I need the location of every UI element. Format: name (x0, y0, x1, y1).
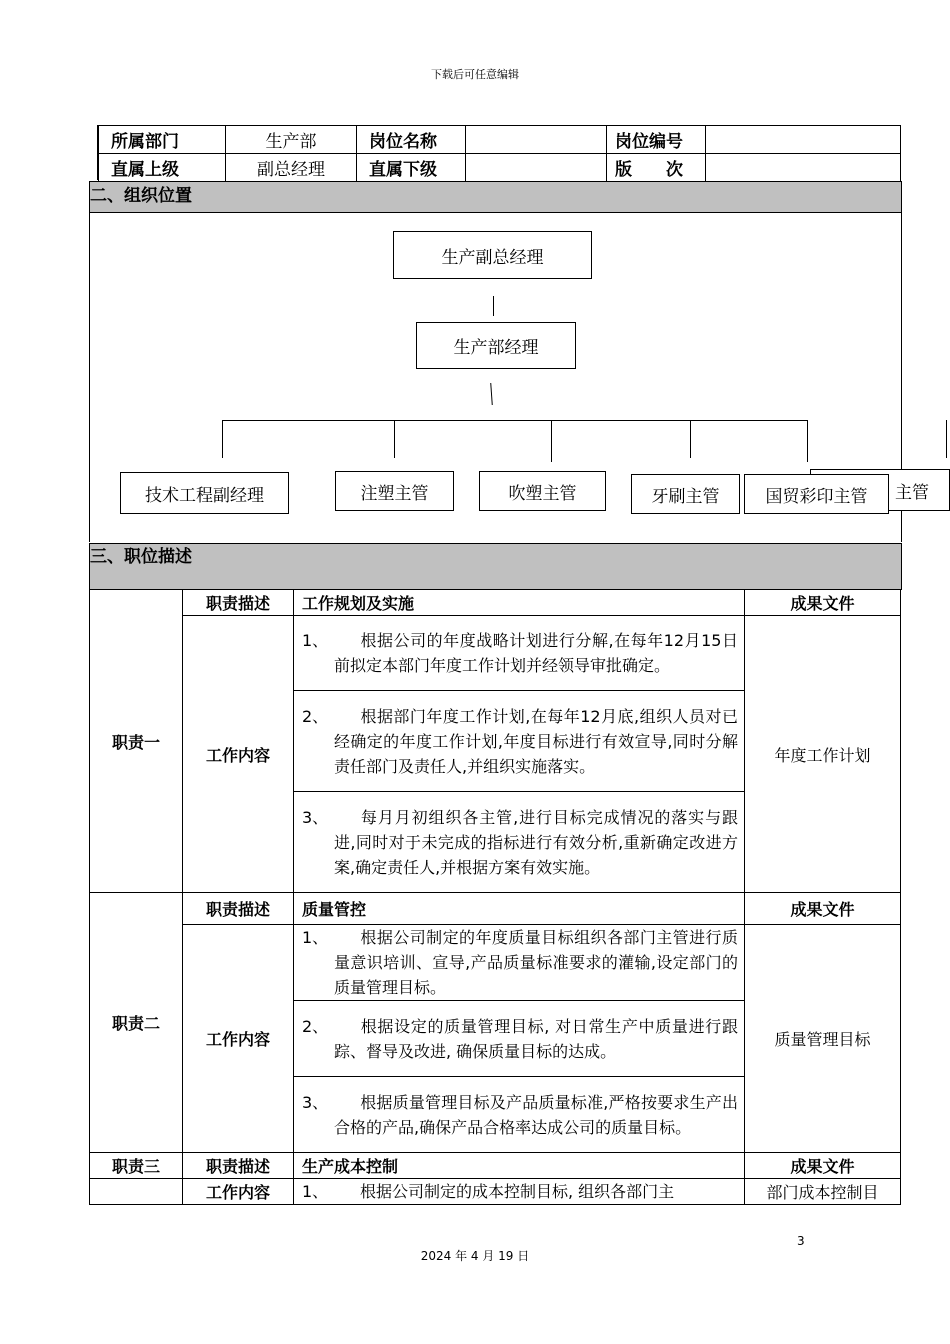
duty-desc-label: 职责描述 (183, 893, 294, 925)
position-label: 岗位名称 (357, 126, 466, 154)
section-org-position-title: 二、组织位置 (89, 181, 902, 213)
superior-value: 副总经理 (226, 154, 357, 182)
duty-name: 职责二 (90, 893, 183, 1153)
item-number: 1、 (302, 631, 329, 650)
duty-title: 生产成本控制 (294, 1153, 745, 1179)
item-text: 根据设定的质量管理目标, 对日常生产中质量进行跟踪、督导及改进, 确保质量目标的达成。 (334, 1016, 738, 1061)
item-number: 1、 (302, 1182, 329, 1201)
item-text: 根据公司制定的年度质量目标组织各部门主管进行质量意识培训、宣导,产品质量标准要求的灌输,设定部门的质量管理目标。 (334, 928, 738, 997)
item-text: 根据质量管理目标及产品质量标准,严格按要求生产出合格的产品,确保产品合格率达成公司的质量目标。 (334, 1092, 738, 1137)
item-text: 根据部门年度工作计划,在每年12月底,组织人员对已经确定的年度工作计划,年度目标进行有效宣导,同时分解责任部门及责任人,并组织实施落实。 (334, 706, 738, 776)
header-note: 下载后可任意编辑 (431, 68, 519, 81)
responsibilities-table (89, 589, 901, 1205)
work-content-label: 工作内容 (183, 1179, 294, 1205)
position-value (466, 126, 607, 154)
org-node-blow-molding-supervisor: 吹塑主管 (479, 471, 606, 511)
duty-desc-label: 职责描述 (183, 590, 294, 616)
subordinate-value (466, 154, 607, 182)
duty-item (294, 1001, 745, 1077)
item-text: 每月月初组织各主管,进行目标完成情况的落实与跟进,同时对于未完成的指标进行有效分析,重新确定改进方案,确定责任人,并根据方案有效实施。 (334, 807, 738, 877)
org-node-tech-engineering-deputy: 技术工程副经理 (120, 472, 289, 514)
result-file: 年度工作计划 (745, 616, 901, 893)
duty-name: 职责一 (90, 590, 183, 893)
duty-desc-label: 职责描述 (183, 1153, 294, 1179)
footer-date: 2024 年 4 月 19 日 (420, 1249, 530, 1263)
code-value (706, 126, 901, 154)
result-file-label: 成果文件 (745, 893, 901, 925)
item-number: 1、 (302, 928, 329, 947)
version-label: 版 次 (607, 154, 706, 182)
result-file-label: 成果文件 (745, 590, 901, 616)
work-content-label: 工作内容 (183, 616, 294, 893)
code-label: 岗位编号 (607, 126, 706, 154)
dept-value: 生产部 (226, 126, 357, 154)
item-text: 根据公司的年度战略计划进行分解,在每年12月15日前拟定本部门年度工作计划并经领导审批确定。 (334, 631, 738, 675)
duty-title: 质量管控 (294, 893, 745, 925)
item-number: 3、 (302, 807, 329, 827)
subordinate-label: 直属下级 (357, 154, 466, 182)
version-value (706, 154, 901, 182)
result-file: 质量管理目标 (745, 925, 901, 1153)
duty-title: 工作规划及实施 (294, 590, 745, 616)
page-number: 3 (797, 1234, 805, 1248)
duty-item (294, 925, 745, 1001)
item-number: 3、 (302, 1092, 329, 1112)
duty-item (294, 1179, 745, 1205)
org-node-production-vp: 生产副总经理 (393, 231, 592, 279)
duty-name-empty (90, 1179, 183, 1205)
item-number: 2、 (302, 1016, 329, 1036)
position-info-table (98, 125, 901, 182)
duty-item (294, 1077, 745, 1153)
duty-item (294, 616, 745, 691)
work-content-label: 工作内容 (183, 925, 294, 1153)
duty-name: 职责三 (90, 1153, 183, 1179)
org-node-injection-supervisor: 注塑主管 (335, 471, 454, 511)
result-file: 部门成本控制目 (745, 1179, 901, 1205)
org-node-supervisor-cut-label: 主管 (895, 482, 929, 503)
item-number: 2、 (302, 706, 329, 726)
dept-label: 所属部门 (99, 126, 226, 154)
org-node-production-manager: 生产部经理 (416, 322, 576, 369)
section-job-description-title: 三、职位描述 (89, 543, 902, 590)
superior-label: 直属上级 (99, 154, 226, 182)
org-node-toothbrush-supervisor: 牙刷主管 (631, 474, 740, 514)
duty-item (294, 792, 745, 893)
duty-item (294, 691, 745, 792)
item-text: 根据公司制定的成本控制目标, 组织各部门主 (360, 1182, 675, 1201)
org-node-trade-printing-supervisor: 国贸彩印主管 (744, 474, 889, 514)
result-file-label: 成果文件 (745, 1153, 901, 1179)
